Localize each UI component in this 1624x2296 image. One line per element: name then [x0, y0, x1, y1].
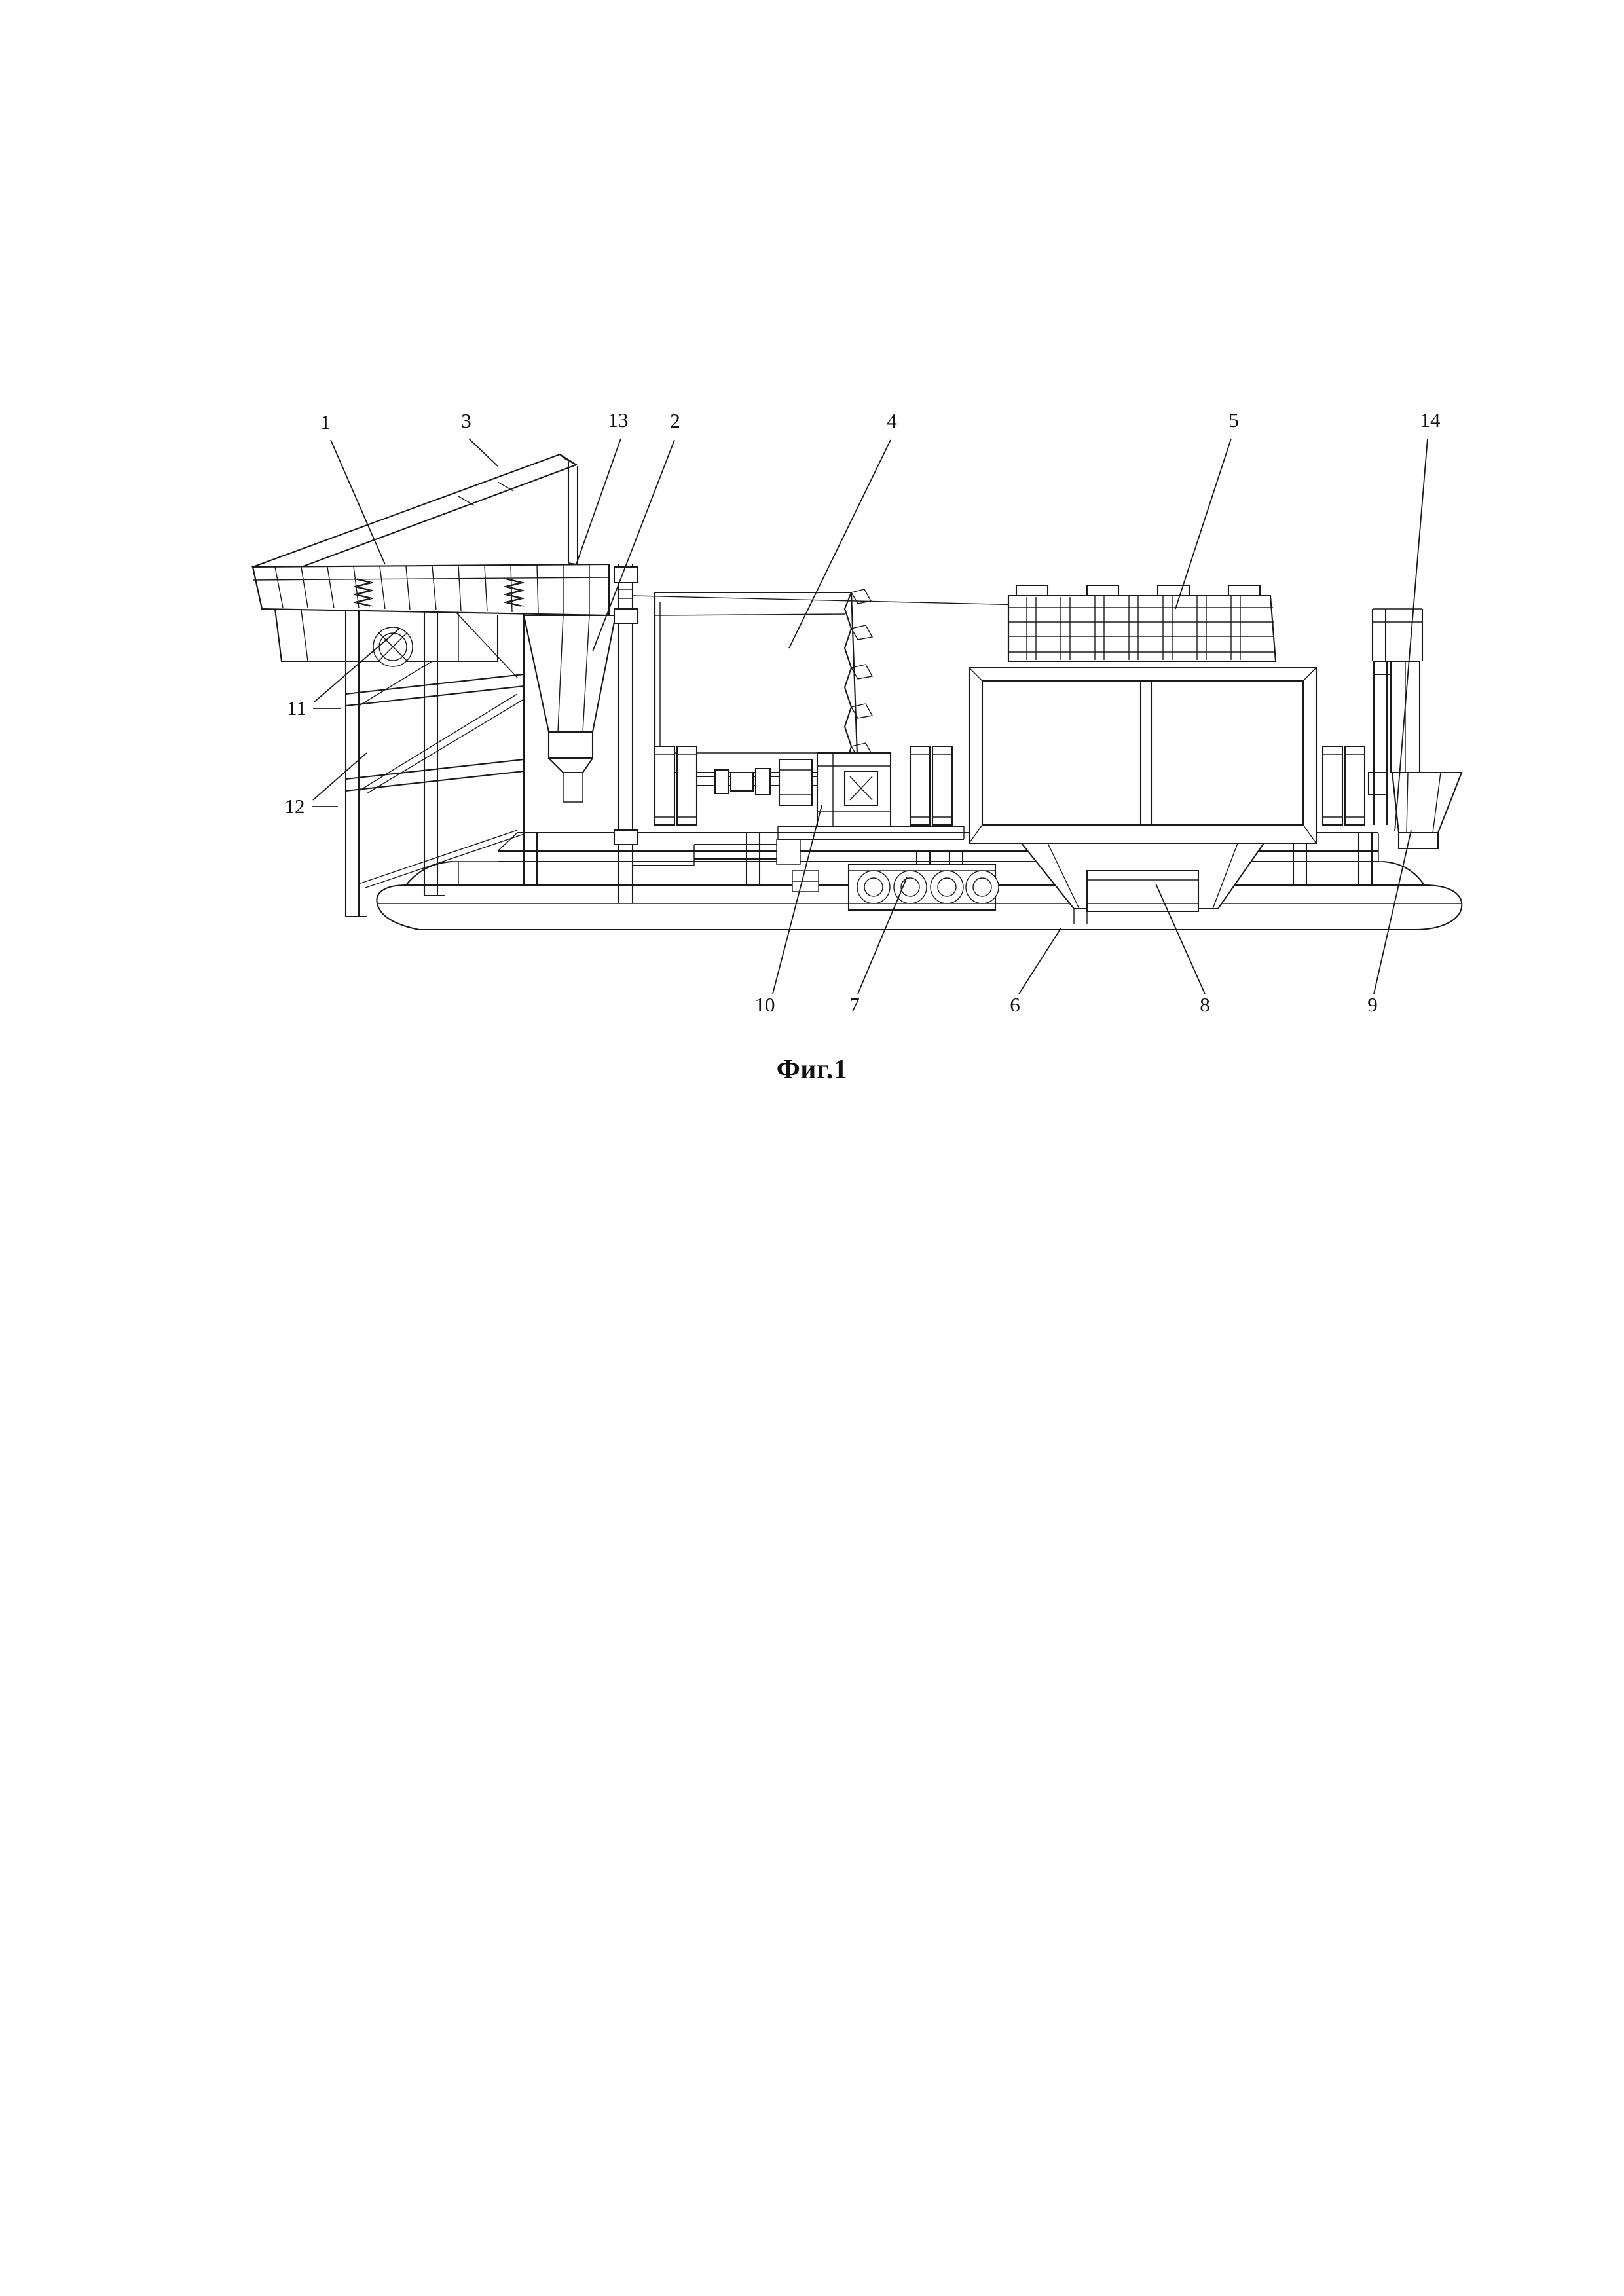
lower-roller-block: [792, 851, 999, 910]
callout-label-10: 10: [754, 993, 775, 1016]
callout-label-8: 8: [1200, 993, 1210, 1016]
roof-canopy: [253, 454, 578, 579]
caged-module-assembly: [969, 585, 1316, 911]
callout-label-9: 9: [1367, 993, 1378, 1016]
callout-label-2: 2: [670, 409, 680, 432]
callout-label-14: 14: [1420, 409, 1441, 431]
callout-label-6: 6: [1010, 993, 1020, 1016]
right-end-column: [1373, 609, 1422, 661]
callout-label-3: 3: [461, 409, 471, 432]
figure-caption: Фиг.1: [776, 1055, 848, 1085]
callout-label-1: 1: [320, 410, 331, 433]
callout-label-11: 11: [287, 697, 306, 720]
feed-hopper: [524, 615, 616, 802]
callout-label-4: 4: [887, 409, 897, 432]
discharge-chute: [1323, 661, 1462, 848]
callout-label-12: 12: [284, 795, 305, 818]
callout-label-5: 5: [1228, 409, 1239, 431]
callout-label-13: 13: [608, 409, 629, 431]
callout-label-7: 7: [849, 993, 860, 1016]
